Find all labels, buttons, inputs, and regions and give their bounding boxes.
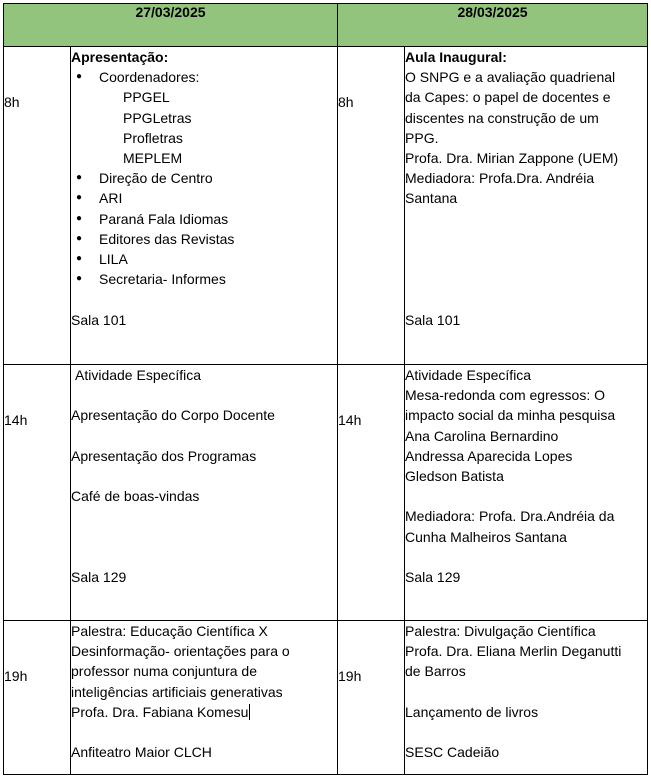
session-cell-day2-8h — [405, 47, 648, 365]
session-cell-day2-14h — [405, 365, 648, 621]
time-cell — [4, 47, 71, 365]
text-line: professor numa conjuntura de — [71, 663, 257, 680]
text-line: Santana — [405, 190, 458, 207]
text-line: de Barros — [405, 663, 466, 680]
session-title: Apresentação: — [71, 49, 169, 65]
list-item: ● Coordenadores: — [71, 67, 337, 87]
sub-item: PPGLetras — [123, 109, 192, 126]
text-line: Gledson Batista — [405, 468, 504, 485]
sub-item: PPGEL — [123, 89, 170, 106]
time-label: 19h — [4, 668, 28, 684]
time-cell — [338, 365, 405, 621]
text-line: Mediadora: Profa.Dra. Andréia — [405, 170, 595, 187]
text-line: Mesa-redonda com egressos: O — [405, 387, 605, 404]
text-line: Apresentação do Corpo Docente — [71, 407, 275, 424]
time-label: 14h — [4, 412, 28, 428]
session-cell-day1-19h — [71, 621, 338, 775]
text-line: Profa. Dra. Eliana Merlin Deganutti — [405, 643, 622, 660]
list-item: ● Secretaria- Informes — [71, 269, 337, 289]
text-line: Andressa Aparecida Lopes — [405, 447, 573, 464]
sub-item: MEPLEM — [123, 150, 183, 167]
text-line: Profa. Dra. Mirian Zappone (UEM) — [405, 150, 619, 167]
list-item: ● ARI — [71, 188, 337, 208]
room-label: Anfiteatro Maior CLCH — [71, 744, 212, 761]
time-label: 8h — [338, 94, 354, 110]
time-cell — [338, 47, 405, 365]
schedule-row-19h — [4, 621, 648, 775]
time-cell — [4, 621, 71, 775]
session-cell-day2-19h — [405, 621, 648, 775]
text-cursor — [249, 704, 250, 720]
time-cell — [338, 621, 405, 775]
bullet-list — [71, 67, 337, 87]
session-cell-day1-14h — [71, 365, 338, 621]
text-line: Palestra: Educação Científica X — [71, 623, 268, 639]
sub-item: Profletras — [123, 129, 183, 146]
text-line: Ana Carolina Bernardino — [405, 427, 559, 444]
time-cell — [4, 365, 71, 621]
text-line: Cunha Malheiros Santana — [405, 528, 567, 545]
list-item: ● Paraná Fala Idiomas — [71, 209, 337, 229]
text-line: da Capes: o papel de docentes e — [405, 89, 611, 106]
date-header-1: 27/03/2025 — [4, 4, 338, 47]
header-row — [4, 4, 648, 47]
text-line: Café de boas-vindas — [71, 488, 200, 505]
text-line: O SNPG e a avaliação quadrienal — [405, 69, 616, 86]
text-line: PPG. — [405, 129, 439, 146]
schedule-row-14h — [4, 365, 648, 621]
text-line: Apresentação dos Programas — [71, 447, 257, 464]
text-line: discentes na construção de um — [405, 109, 599, 126]
session-cell-day1-8h — [71, 47, 338, 365]
activity-label: Atividade Específica — [75, 367, 202, 383]
time-label: 19h — [338, 668, 362, 684]
text-line: impacto social da minha pesquisa — [405, 407, 616, 424]
text-line: Atividade Específica — [405, 367, 532, 383]
text-line: Mediadora: Profa. Dra.Andréia da — [405, 508, 615, 525]
time-label: 14h — [338, 412, 362, 428]
text-line: Profa. Dra. Fabiana Komesu — [71, 703, 249, 720]
text-line: Palestra: Divulgação Científica — [405, 623, 596, 639]
room-label: Sala 129 — [405, 569, 461, 585]
bullet-list — [71, 168, 337, 289]
text-line: Desinformação- orientações para o — [71, 643, 290, 660]
list-item: ● LILA — [71, 249, 337, 269]
date-header-2: 28/03/2025 — [338, 4, 648, 47]
schedule-table — [3, 3, 648, 775]
room-label: SESC Cadeião — [405, 744, 500, 761]
schedule-row-8h — [4, 47, 648, 365]
room-label: Sala 129 — [71, 568, 127, 585]
list-item: ● Direção de Centro — [71, 168, 337, 188]
text-line: Lançamento de livros — [405, 703, 539, 720]
session-title: Aula Inaugural: — [405, 49, 507, 65]
text-line: inteligências artificiais generativas — [71, 683, 283, 700]
room-label: Sala 101 — [71, 311, 127, 328]
room-label: Sala 101 — [405, 311, 461, 328]
list-item: ● Editores das Revistas — [71, 229, 337, 249]
time-label: 8h — [4, 94, 20, 110]
